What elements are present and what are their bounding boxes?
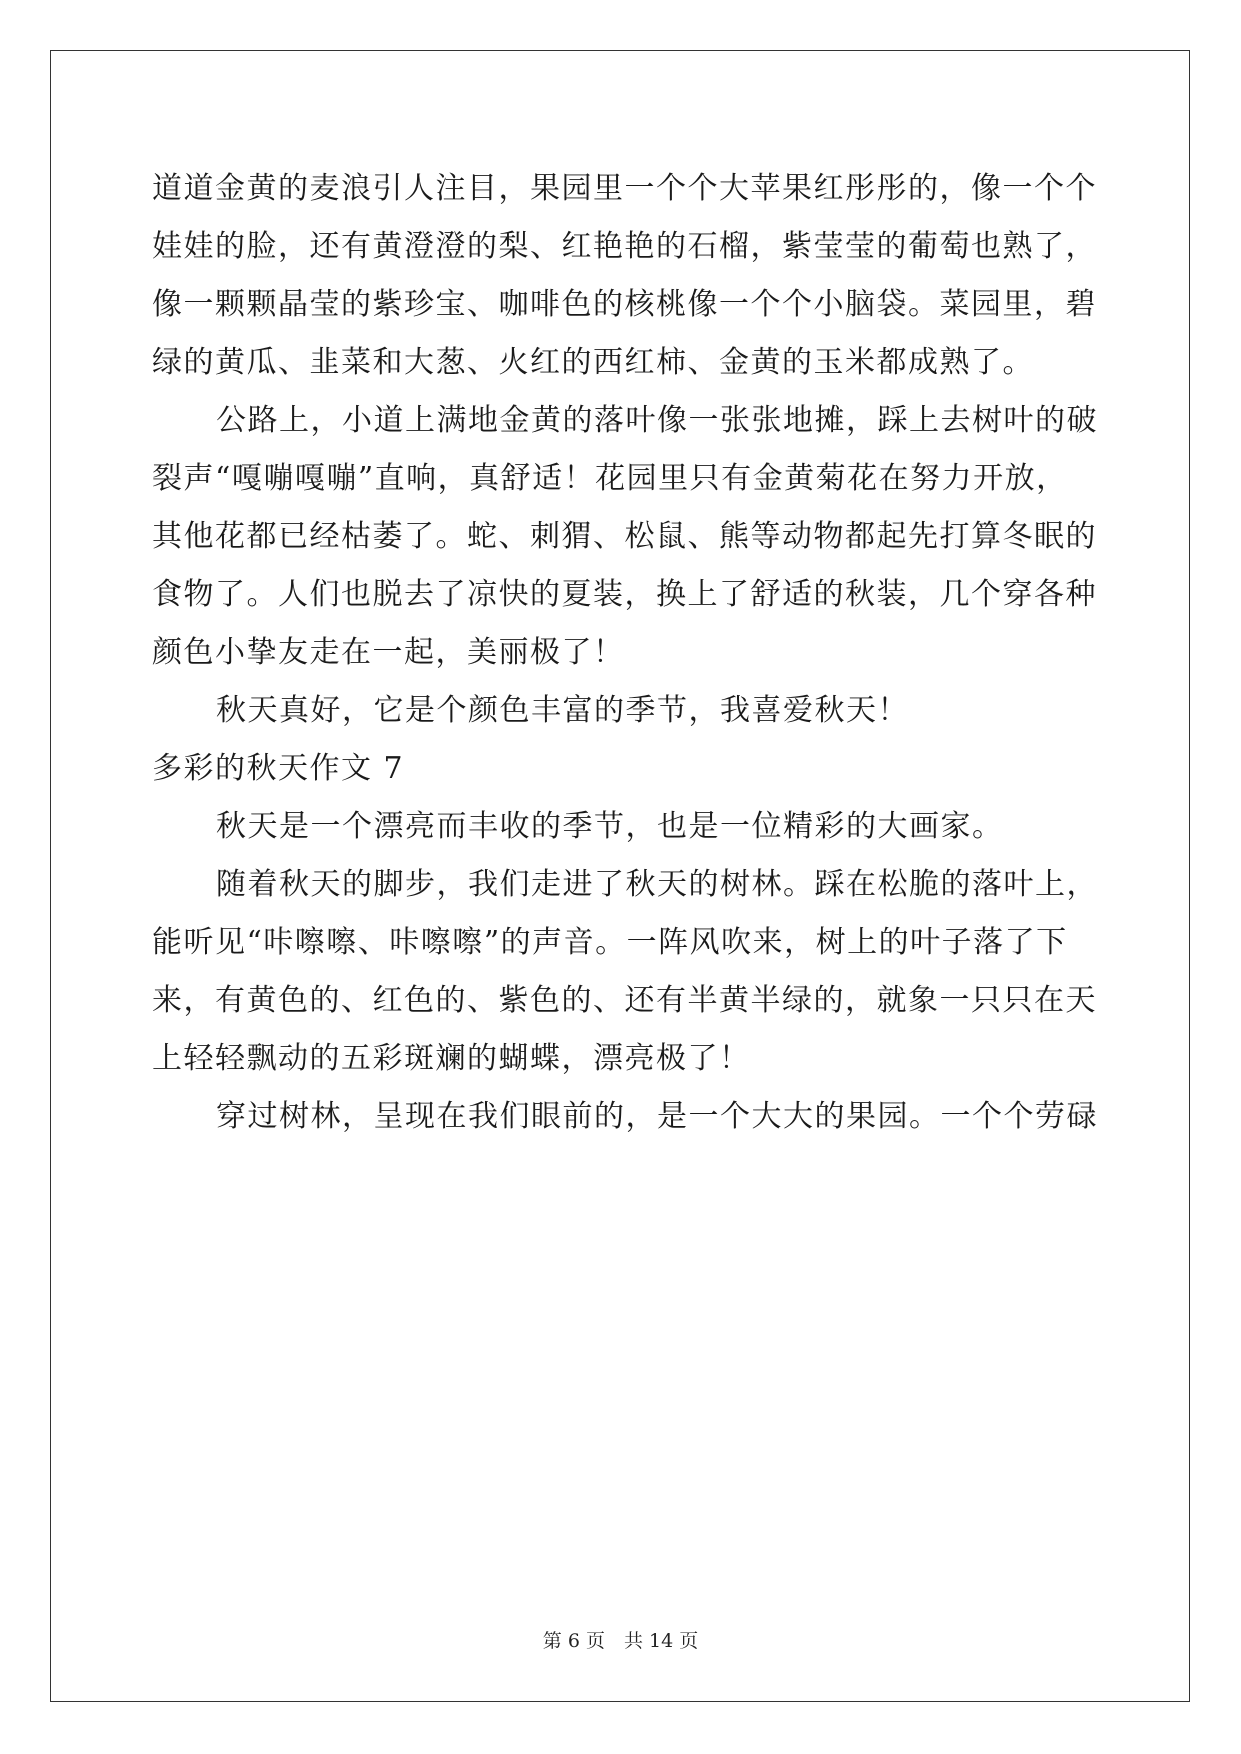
paragraph-line: 能听见“咔嚓嚓、咔嚓嚓”的声音。一阵风吹来，树上的叶子落了下 xyxy=(152,925,1068,960)
paragraph-line: 裂声“嘎嘣嘎嘣”直响，真舒适！花园里只有金黄菊花在努力开放， xyxy=(152,461,1068,496)
paragraph-line: 其他花都已经枯萎了。蛇、刺猬、松鼠、熊等动物都起先打算冬眠的 xyxy=(152,519,1097,554)
paragraph-line: 秋天真好，它是个颜色丰富的季节，我喜爱秋天！ xyxy=(216,693,909,728)
paragraph-line: 穿过树林，呈现在我们眼前的，是一个大大的果园。一个个劳碌 xyxy=(216,1099,1098,1134)
page-number: 第 6 页 共 14 页 xyxy=(542,1630,699,1652)
paragraph-line: 娃娃的脸，还有黄澄澄的梨、红艳艳的石榴，紫莹莹的葡萄也熟了， xyxy=(152,229,1097,264)
paragraph-line: 颜色小挚友走在一起，美丽极了！ xyxy=(152,635,625,670)
paragraph-line: 来，有黄色的、红色的、紫色的、还有半黄半绿的，就象一只只在天 xyxy=(152,983,1097,1018)
paragraph-line: 随着秋天的脚步，我们走进了秋天的树林。踩在松脆的落叶上， xyxy=(216,867,1098,902)
paragraph-line: 道道金黄的麦浪引人注目，果园里一个个大苹果红彤彤的，像一个个 xyxy=(152,171,1097,206)
paragraph-line: 上轻轻飘动的五彩斑斓的蝴蝶，漂亮极了！ xyxy=(152,1041,751,1076)
paragraph-line: 秋天是一个漂亮而丰收的季节，也是一位精彩的大画家。 xyxy=(216,809,1004,844)
paragraph-line: 食物了。人们也脱去了凉快的夏装，换上了舒适的秋装，几个穿各种 xyxy=(152,577,1097,612)
paragraph-line: 像一颗颗晶莹的紫珍宝、咖啡色的核桃像一个个小脑袋。菜园里，碧 xyxy=(152,287,1097,322)
section-title: 多彩的秋天作文 7 xyxy=(152,751,405,786)
paragraph-line: 绿的黄瓜、韭菜和大葱、火红的西红柿、金黄的玉米都成熟了。 xyxy=(152,345,1034,380)
document-body xyxy=(152,160,1098,1146)
paragraph-line: 公路上，小道上满地金黄的落叶像一张张地摊，踩上去树叶的破 xyxy=(216,403,1098,438)
